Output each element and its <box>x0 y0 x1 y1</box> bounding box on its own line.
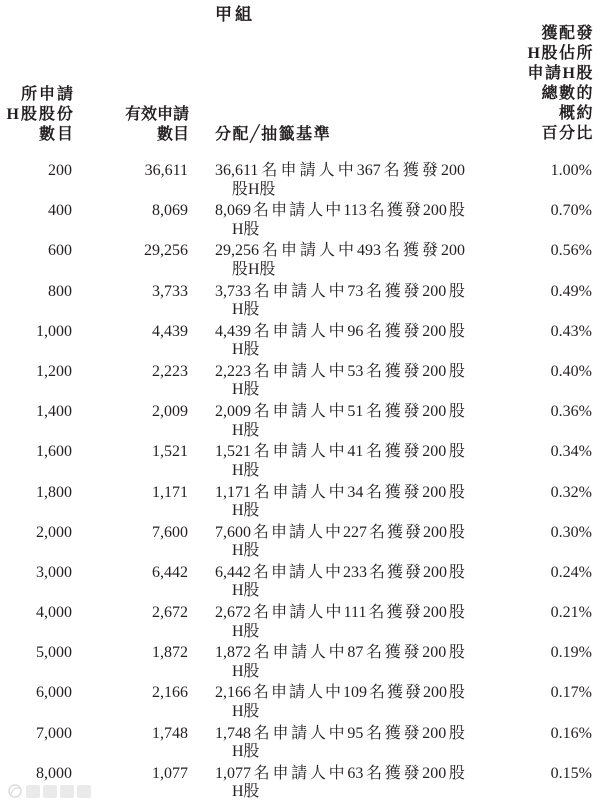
table-row <box>0 604 603 644</box>
allotment-basis-line: 1,171名申請人中34名獲發200股 <box>215 483 465 501</box>
percentage-cell: 0.43% <box>550 322 592 340</box>
valid-applications-cell: 1,872 <box>152 644 188 662</box>
valid-applications-cell: 1,521 <box>152 443 188 461</box>
table-row <box>0 242 603 282</box>
percentage-cell: 0.32% <box>550 483 592 501</box>
valid-applications-cell: 1,748 <box>152 724 188 742</box>
allotment-basis-line: 3,733名申請人中73名獲發200股 <box>215 282 465 300</box>
header-valid-applications <box>100 105 189 145</box>
header-line: 獲配發 <box>541 25 594 42</box>
percentage-cell: 0.56% <box>550 242 592 260</box>
applied-shares-cell: 1,600 <box>36 443 72 461</box>
table-row <box>0 202 603 242</box>
allotment-basis-line: 6,442名申請人中233名獲發200股 <box>215 563 465 581</box>
valid-applications-cell: 1,077 <box>152 764 188 782</box>
watermark-logo <box>6 781 96 801</box>
allotment-basis-line: 股H股 <box>232 260 276 278</box>
header-line: 數目 <box>38 126 75 143</box>
allotment-basis-cell <box>215 484 465 521</box>
applied-shares-cell: 3,000 <box>36 563 72 581</box>
applied-shares-cell: 1,800 <box>36 483 72 501</box>
percentage-cell: 0.21% <box>550 604 592 622</box>
valid-applications-cell: 2,166 <box>152 684 188 702</box>
table-row <box>0 684 603 724</box>
applied-shares-cell: 2,000 <box>36 523 72 541</box>
valid-applications-cell: 1,171 <box>152 483 188 501</box>
allotment-basis-cell <box>215 725 465 762</box>
percentage-cell: 0.36% <box>550 403 592 421</box>
applied-shares-cell: 400 <box>48 202 72 220</box>
table-row <box>0 484 603 524</box>
allotment-basis-line: H股 <box>232 542 260 560</box>
allotment-basis-line: H股 <box>232 622 260 640</box>
valid-applications-cell: 6,442 <box>152 563 188 581</box>
allotment-basis-line: H股 <box>232 421 260 439</box>
percentage-cell: 0.15% <box>550 764 592 782</box>
table-row <box>0 162 603 202</box>
applied-shares-cell: 6,000 <box>36 684 72 702</box>
applied-shares-cell: 200 <box>48 162 72 179</box>
valid-applications-cell: 2,223 <box>152 362 188 380</box>
allotment-basis-cell <box>215 684 465 721</box>
table-row <box>0 725 603 765</box>
allotment-basis-line: 1,077名申請人中63名獲發200股 <box>215 764 465 782</box>
table-row <box>0 363 603 403</box>
valid-applications-cell: 36,611 <box>144 162 188 179</box>
allotment-basis-line: H股 <box>232 381 260 399</box>
percentage-cell: 0.40% <box>550 362 592 380</box>
allotment-basis-line: 1,872名申請人中87名獲發200股 <box>215 644 465 662</box>
allotment-basis-line: 8,069名申請人中113名獲發200股 <box>215 202 465 220</box>
percentage-cell: 0.16% <box>550 724 592 742</box>
header-line: 所申請 <box>20 86 75 103</box>
allotment-basis-line: H股 <box>232 783 260 801</box>
allotment-basis-line: 2,223名申請人中53名獲發200股 <box>215 362 465 380</box>
allotment-basis-line: 7,600名申請人中227名獲發200股 <box>215 523 465 541</box>
percentage-cell: 0.34% <box>550 443 592 461</box>
percentage-cell: 1.00% <box>550 162 592 179</box>
table-row <box>0 564 603 604</box>
applied-shares-cell: 5,000 <box>36 644 72 662</box>
percentage-cell: 0.24% <box>550 563 592 581</box>
applied-shares-cell: 7,000 <box>36 724 72 742</box>
valid-applications-cell: 4,439 <box>152 322 188 340</box>
applied-shares-cell: 4,000 <box>36 604 72 622</box>
allotment-basis-line: H股 <box>232 582 260 600</box>
allotment-basis-cell <box>215 765 465 802</box>
applied-shares-cell: 8,000 <box>36 764 72 782</box>
header-line: 分配╱抽籤基準 <box>215 126 332 143</box>
allotment-basis-line: 36,611名申請人中367名獲發200 <box>215 162 465 179</box>
allotment-basis-line: 2,672名申請人中111名獲發200股 <box>215 604 465 622</box>
header-allotment-basis <box>215 125 415 145</box>
applied-shares-cell: 1,000 <box>36 322 72 340</box>
header-line: H股股份 <box>6 106 75 123</box>
allotment-basis-cell <box>215 403 465 440</box>
header-line: 有效申請 <box>124 106 189 123</box>
table-row <box>0 403 603 443</box>
allotment-basis-cell <box>215 564 465 601</box>
allotment-basis-cell <box>215 363 465 400</box>
table-row <box>0 323 603 363</box>
allotment-basis-cell <box>215 202 465 239</box>
header-line: H股佔所 <box>527 45 594 62</box>
allotment-basis-cell <box>215 242 465 279</box>
allotment-basis-cell <box>215 162 465 199</box>
allotment-table-body <box>0 162 603 805</box>
valid-applications-cell: 7,600 <box>152 523 188 541</box>
allotment-basis-line: 2,009名申請人中51名獲發200股 <box>215 403 465 421</box>
header-line: 百分比 <box>541 125 594 142</box>
allotment-basis-line: 4,439名申請人中96名獲發200股 <box>215 322 465 340</box>
allotment-basis-line: 29,256名申請人中493名獲發200 <box>215 242 465 260</box>
allotment-basis-line: 股H股 <box>232 180 276 198</box>
allotment-basis-line: H股 <box>232 341 260 359</box>
header-line: 總數的 <box>541 85 594 102</box>
group-title: 甲組 <box>215 5 255 24</box>
allotment-basis-cell <box>215 283 465 320</box>
percentage-cell: 0.30% <box>550 523 592 541</box>
percentage-cell: 0.70% <box>550 202 592 220</box>
valid-applications-cell: 8,069 <box>152 202 188 220</box>
allotment-basis-line: H股 <box>232 301 260 319</box>
allotment-basis-line: 2,166名申請人中109名獲發200股 <box>215 684 465 702</box>
applied-shares-cell: 1,400 <box>36 403 72 421</box>
valid-applications-cell: 2,009 <box>152 403 188 421</box>
valid-applications-cell: 3,733 <box>152 282 188 300</box>
header-line: 概約 <box>558 105 594 122</box>
allotment-basis-line: H股 <box>232 461 260 479</box>
percentage-cell: 0.17% <box>550 684 592 702</box>
allotment-basis-cell <box>215 524 465 561</box>
table-row <box>0 283 603 323</box>
header-percentage <box>470 24 594 144</box>
header-line: 數目 <box>156 126 189 143</box>
header-applied-shares <box>0 85 75 145</box>
applied-shares-cell: 800 <box>48 282 72 300</box>
header-line: 申請H股 <box>527 65 594 82</box>
applied-shares-cell: 600 <box>48 242 72 260</box>
table-row <box>0 644 603 684</box>
allotment-basis-line: H股 <box>232 502 260 519</box>
applied-shares-cell: 1,200 <box>36 362 72 380</box>
allotment-basis-line: H股 <box>232 743 260 761</box>
allotment-basis-line: 1,521名申請人中41名獲發200股 <box>215 443 465 461</box>
table-row <box>0 524 603 564</box>
allotment-basis-line: 1,748名申請人中95名獲發200股 <box>215 724 465 742</box>
allotment-basis-cell <box>215 604 465 641</box>
valid-applications-cell: 2,672 <box>152 604 188 622</box>
table-row <box>0 443 603 483</box>
allotment-basis-line: H股 <box>232 220 260 238</box>
allotment-basis-cell <box>215 644 465 681</box>
percentage-cell: 0.19% <box>550 644 592 662</box>
percentage-cell: 0.49% <box>550 282 592 300</box>
allotment-basis-line: H股 <box>232 702 260 720</box>
allotment-basis-cell <box>215 443 465 480</box>
allotment-basis-cell <box>215 323 465 360</box>
valid-applications-cell: 29,256 <box>144 242 188 260</box>
allotment-basis-line: H股 <box>232 662 260 680</box>
